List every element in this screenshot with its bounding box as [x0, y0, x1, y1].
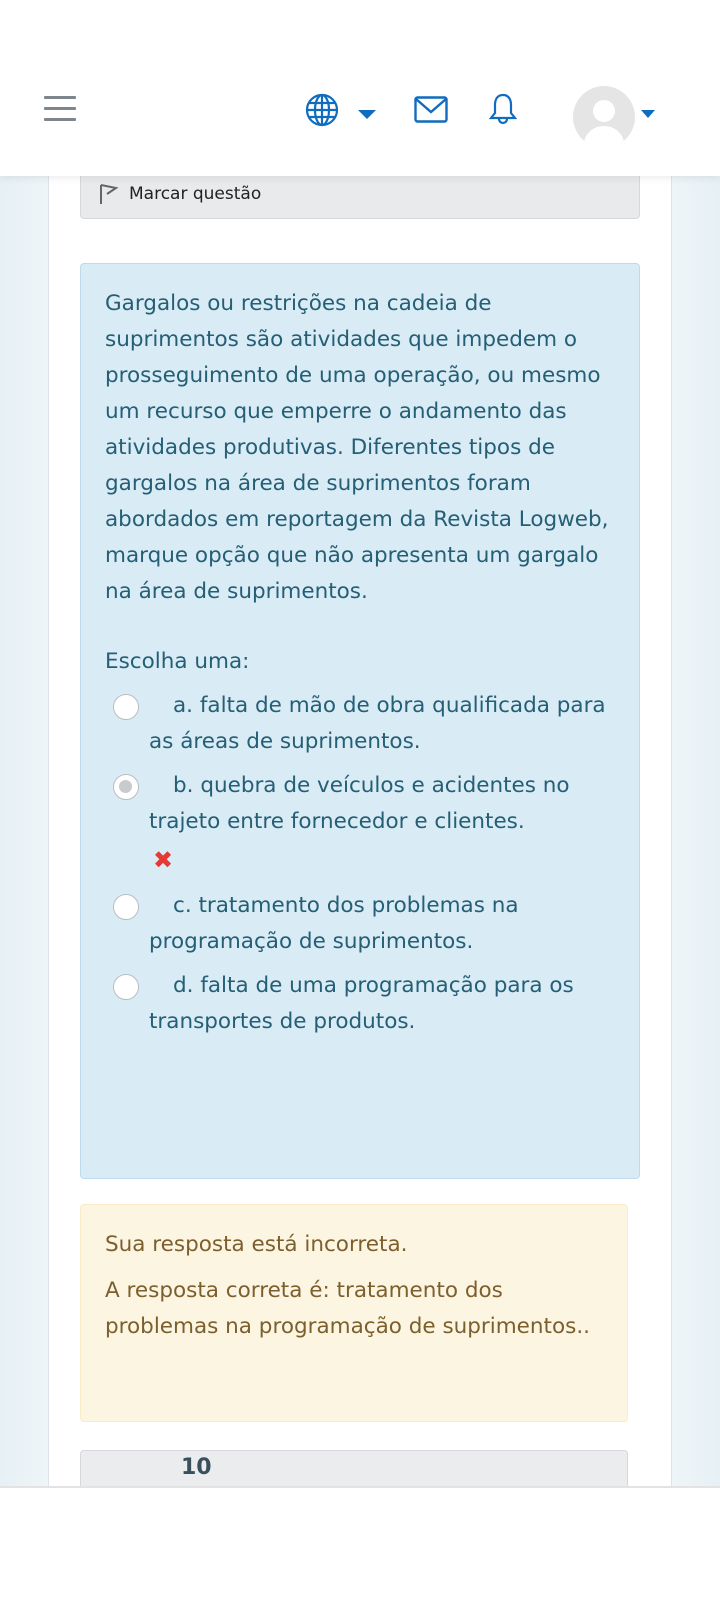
incorrect-icon: ✖: [153, 846, 174, 874]
hamburger-menu-icon[interactable]: [44, 96, 76, 122]
feedback-box: [80, 1204, 628, 1422]
radio-a[interactable]: [113, 694, 139, 720]
answer-option-a[interactable]: [105, 688, 615, 760]
flag-question-label: Marcar questão: [129, 184, 262, 204]
question-text: Gargalos ou restrições na cadeia de suprimentos são atividades que impedem o prosseguimento de uma operação, ou mesmo um recurso que emperre o andamento das atividades produtivas. Diferentes tipos de gargalos na área de suprimentos foram abordados em reportagem da Revista Logweb, marque opção que não apresenta um gargalo na área de suprimentos.: [105, 291, 609, 604]
radio-d[interactable]: [113, 974, 139, 1000]
answer-option-d[interactable]: [105, 968, 615, 1040]
option-label: d. falta de uma programação para os transportes de produtos.: [149, 973, 574, 1034]
user-avatar[interactable]: [573, 86, 635, 148]
option-label: a. falta de mão de obra qualificada para as áreas de suprimentos.: [149, 693, 606, 754]
top-navbar: [0, 0, 720, 176]
option-label: b. quebra de veículos e acidentes no trajeto entre fornecedor e clientes.: [149, 773, 570, 834]
globe-icon[interactable]: [305, 93, 339, 127]
radio-c[interactable]: [113, 894, 139, 920]
flag-icon: [97, 182, 119, 206]
answer-option-b[interactable]: [105, 768, 615, 880]
choose-prompt: Escolha uma:: [105, 649, 250, 674]
option-label: c. tratamento dos problemas na programação de suprimentos.: [149, 893, 519, 954]
feedback-status: Sua resposta está incorreta.: [105, 1232, 408, 1257]
feedback-correct-answer: A resposta correta é: tratamento dos problemas na programação de suprimentos..: [105, 1278, 590, 1339]
answer-option-c[interactable]: [105, 888, 615, 960]
radio-b[interactable]: [113, 774, 139, 800]
envelope-icon[interactable]: [414, 96, 448, 124]
flag-question-button[interactable]: [80, 170, 640, 219]
user-menu-caret-icon[interactable]: [641, 110, 655, 118]
bell-icon[interactable]: [487, 92, 519, 128]
language-dropdown-caret-icon[interactable]: [358, 110, 376, 119]
next-question-number: 10: [181, 1455, 212, 1480]
next-question-header: [80, 1450, 628, 1486]
question-box: [80, 263, 640, 1179]
bottom-bar: [0, 1486, 720, 1600]
